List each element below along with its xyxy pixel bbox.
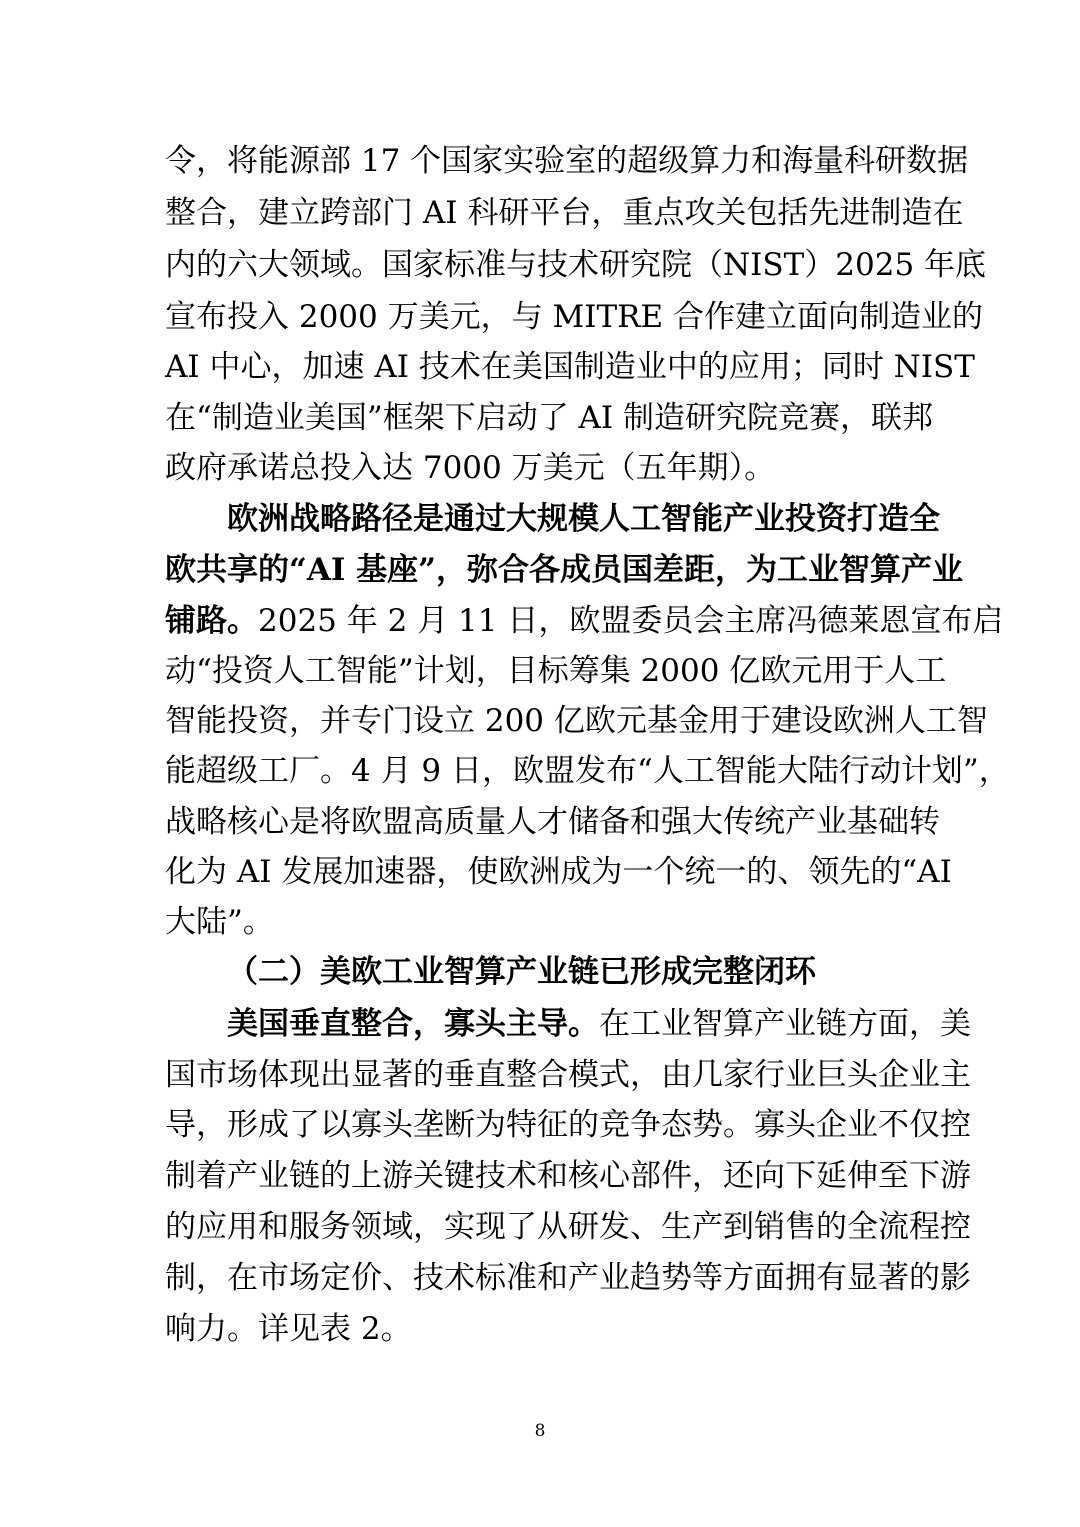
- text-line: 战略核心是将欧盟高质量人才储备和强大传统产业基础转: [165, 804, 940, 840]
- text-line: 制，在市场定价、技术标准和产业趋势等方面拥有显著的影: [165, 1260, 971, 1296]
- section-heading: （二）美欧工业智算产业链已形成完整闭环: [227, 954, 816, 990]
- text-line: 的应用和服务领域，实现了从研发、生产到销售的全流程控: [165, 1209, 971, 1245]
- text-line: 政府承诺总投入达 7000 万美元（五年期）。: [165, 450, 776, 486]
- text-line: 制着产业链的上游关键技术和核心部件，还向下延伸至下游: [165, 1158, 971, 1194]
- text-run: 2025 年 2 月 11 日，欧盟委员会主席冯德莱恩宣布启: [258, 603, 1004, 639]
- text-line: 大陆”。: [165, 904, 274, 940]
- page-number: 8: [534, 1421, 546, 1441]
- text-line: 整合，建立跨部门 AI 科研平台，重点攻关包括先进制造在: [165, 195, 964, 231]
- text-run: 在工业智算产业链方面，美: [599, 1006, 971, 1042]
- text-line: [165, 595, 1004, 647]
- text-line: AI 中心，加速 AI 技术在美国制造业中的应用；同时 NIST: [165, 349, 975, 385]
- text-line: [227, 998, 971, 1050]
- text-line: 国市场体现出显著的垂直整合模式，由几家行业巨头企业主: [165, 1057, 971, 1093]
- bold-lead-in: 铺路。: [165, 603, 258, 639]
- bold-text-line: 欧共享的“AI 基座”，弥合各成员国差距，为工业智算产业: [165, 552, 964, 588]
- text-line: 内的六大领域。国家标准与技术研究院（NIST）2025 年底: [165, 247, 987, 283]
- bold-lead-in: 美国垂直整合，寡头主导。: [227, 1006, 599, 1042]
- bold-text-line: 欧洲战略路径是通过大规模人工智能产业投资打造全: [227, 501, 940, 537]
- text-line: 令，将能源部 17 个国家实验室的超级算力和海量科研数据: [165, 143, 969, 179]
- text-line: 宣布投入 2000 万美元，与 MITRE 合作建立面向制造业的: [165, 299, 983, 335]
- text-line: 能超级工厂。4 月 9 日，欧盟发布“人工智能大陆行动计划”，: [165, 753, 1010, 789]
- text-line: 化为 AI 发展加速器，使欧洲成为一个统一的、领先的“AI: [165, 854, 952, 890]
- text-line: 响力。详见表 2。: [165, 1311, 412, 1347]
- text-line: 导，形成了以寡头垄断为特征的竞争态势。寡头企业不仅控: [165, 1107, 971, 1143]
- text-line: 动“投资人工智能”计划，目标筹集 2000 亿欧元用于人工: [165, 653, 947, 689]
- text-line: 智能投资，并专门设立 200 亿欧元基金用于建设欧洲人工智: [165, 703, 988, 739]
- text-line: 在“制造业美国”框架下启动了 AI 制造研究院竞赛，联邦: [165, 400, 934, 436]
